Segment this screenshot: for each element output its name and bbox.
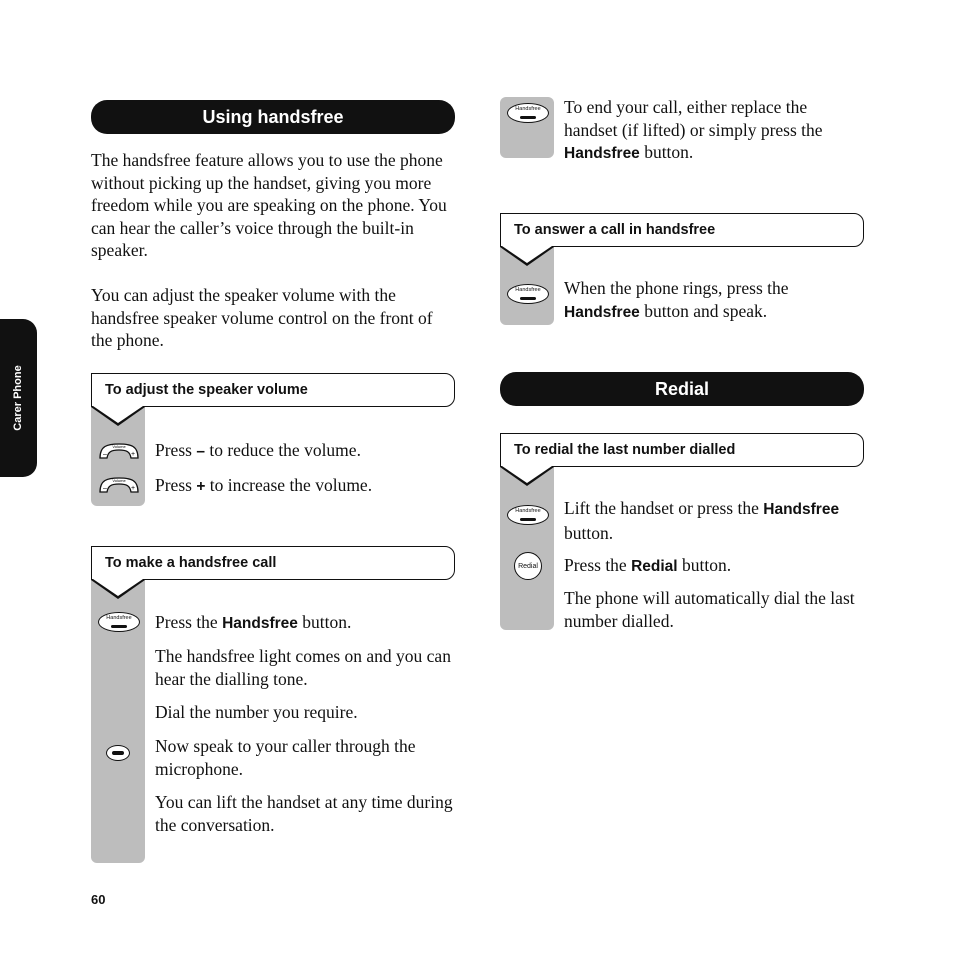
svg-text:–: –: [103, 451, 107, 458]
redial-step-3: The phone will automatically dial the last number dialled.: [564, 588, 855, 631]
answer-call-text: When the phone rings, press the Handsfree button and speak.: [564, 278, 789, 321]
svg-text:–: –: [103, 485, 107, 492]
side-tab-label: Carer Phone: [12, 365, 24, 431]
svg-text:Volume: Volume: [112, 444, 126, 449]
svg-text:Volume: Volume: [112, 478, 126, 483]
svg-text:+: +: [131, 485, 136, 492]
make-call-step-4: Now speak to your caller through the microphone.: [155, 736, 416, 779]
using-handsfree-heading: Using handsfree: [91, 100, 455, 134]
redial-heading: Redial: [500, 372, 864, 406]
make-call-step-bar: [91, 563, 145, 863]
redial-button-icon: Redial: [514, 552, 542, 580]
volume-rocker-minus-icon: [97, 440, 141, 462]
answer-call-title: To answer a call in handsfree: [500, 213, 864, 247]
redial-title: To redial the last number dialled: [500, 433, 864, 467]
redial-step-2: Press the Redial button.: [564, 555, 732, 575]
volume-step-reduce: Press – to reduce the volume.: [155, 440, 361, 460]
make-call-step-1: Press the Handsfree button.: [155, 612, 352, 632]
svg-text:+: +: [131, 451, 136, 458]
intro-paragraph-1: The handsfree feature allows you to use the phone without picking up the handset, giving you more freedom while you are speaking on the phone. You can hear the caller’s voice through the built-in speaker.: [91, 150, 447, 260]
volume-step-increase: Press + to increase the volume.: [155, 475, 373, 495]
intro-paragraph-2: You can adjust the speaker volume with the handsfree speaker volume control on the front of the phone.: [91, 285, 433, 350]
page-number: 60: [91, 892, 106, 907]
handsfree-button-icon: Handsfree: [507, 284, 549, 304]
handsfree-button-icon: Handsfree: [98, 612, 140, 632]
end-call-text: To end your call, either replace the handset (if lifted) or simply press the Handsfree button.: [564, 97, 823, 162]
handsfree-button-icon: Handsfree: [507, 103, 549, 123]
make-call-step-2: The handsfree light comes on and you can hear the dialling tone.: [155, 646, 451, 689]
redial-step-1: Lift the handset or press the Handsfree button.: [564, 498, 840, 543]
volume-rocker-plus-icon: [97, 474, 141, 496]
handsfree-button-icon: Handsfree: [507, 505, 549, 525]
make-call-title: To make a handsfree call: [91, 546, 455, 580]
make-call-step-5: You can lift the handset at any time during the conversation.: [155, 792, 453, 835]
adjust-volume-title: To adjust the speaker volume: [91, 373, 455, 407]
microphone-button-icon: [106, 745, 130, 761]
make-call-step-3: Dial the number you require.: [155, 702, 358, 722]
